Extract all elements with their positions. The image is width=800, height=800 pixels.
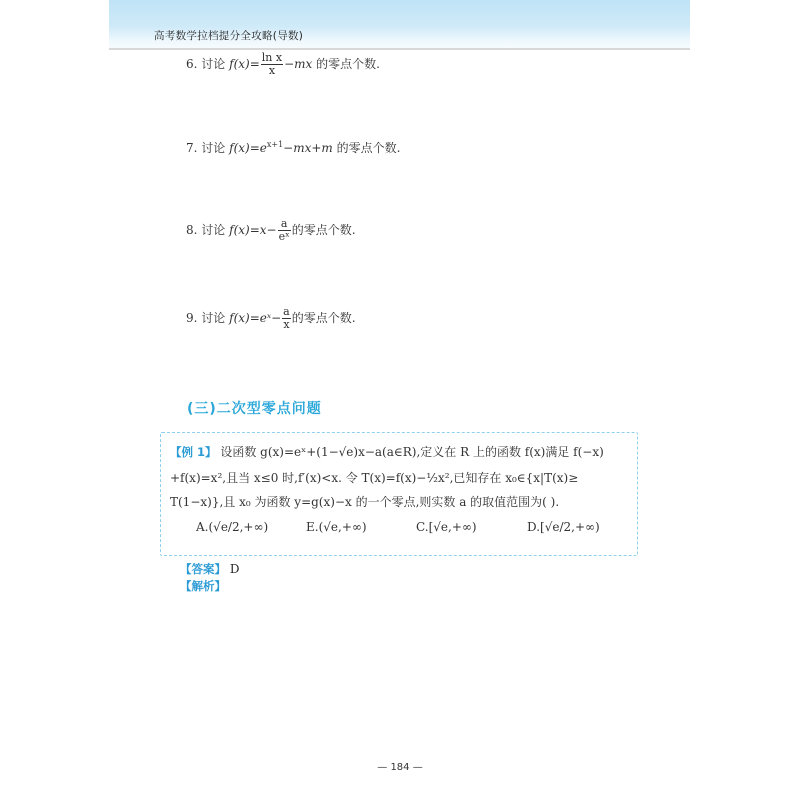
- option-e: E.(√e,+∞): [306, 520, 367, 534]
- answer-line: [180, 561, 239, 577]
- book-title: 高考数学拉档提分全攻略(导数): [154, 30, 304, 42]
- problem-7: 7. 讨论 $f(x)=e^{x+1}-mx+m$ 的零点个数.: [186, 140, 401, 155]
- option-d: D.[√e/2,+∞): [527, 520, 600, 534]
- problem-9: 9. 讨论 f(x)=eˣ− $\frac{a}{x}$ 的零点个数.: [186, 305, 356, 331]
- problem-8: 8. 讨论 f(x)=x− $\frac{a}{\text{eˣ}}$ 的零点个数.: [186, 217, 356, 243]
- analysis-tag: 【解析】: [180, 579, 226, 593]
- page-number: — 184 —: [377, 762, 423, 773]
- example-tag: 【例 1】: [170, 445, 217, 459]
- analysis-line: [180, 578, 226, 594]
- example-line-2: +f(x)=x²,且当 x≤0 时,f′(x)<x. 令 T(x)=f(x)−½x²,已知存在 x₀∈{x|T(x)≥: [170, 471, 579, 485]
- fraction: $\frac{a}{\text{eˣ}}$: [278, 217, 290, 243]
- option-a: A.(√e/2,+∞): [196, 520, 269, 534]
- example-line-3: T(1−x)},且 x₀ 为函数 y=g(x)−x 的一个零点,则实数 a 的取值范围为( ).: [170, 495, 560, 509]
- fraction: $\frac{a}{x}$: [283, 305, 290, 331]
- section-title: (三)二次型零点问题: [187, 401, 322, 417]
- fraction: $\frac{\text{ln x}}{x}$: [261, 51, 283, 77]
- problem-6: 6. 讨论 f(x)= $\frac{\text{ln x}}{x}$ −mx 的零点个数.: [186, 51, 380, 77]
- example-line-1: 【例 1】 设函数 g(x)=eˣ+(1−√e)x−a(a∈R),定义在 R 上的函数 f(x)满足 f(−x): [170, 445, 604, 459]
- answer-tag: 【答案】: [180, 562, 226, 576]
- option-c: C.[√e,+∞): [416, 520, 477, 534]
- page-header: [109, 0, 690, 50]
- answer-value: D: [229, 562, 240, 576]
